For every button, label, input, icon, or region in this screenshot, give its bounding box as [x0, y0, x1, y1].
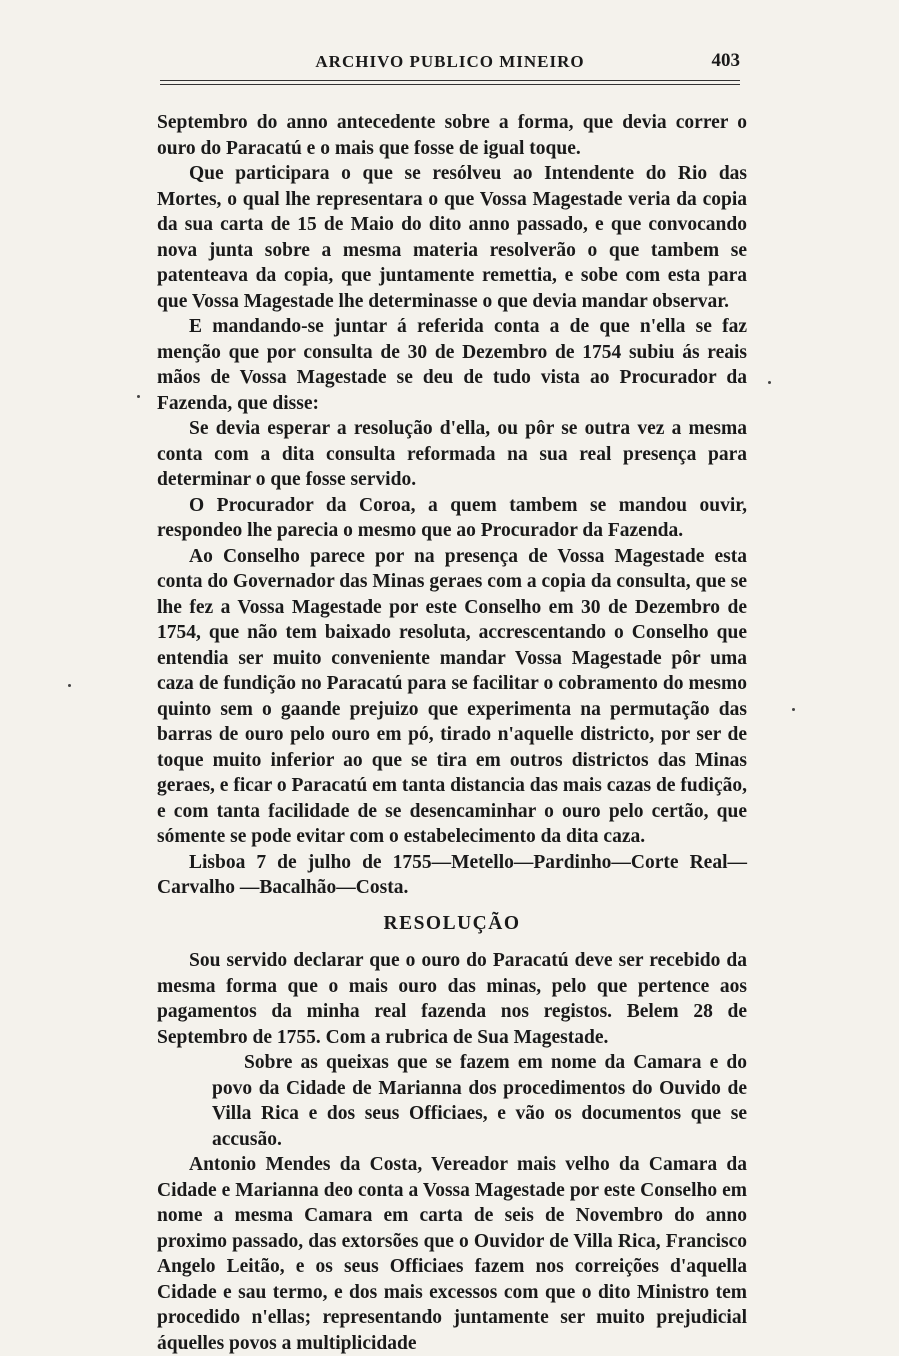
resolution-text: Sou servido declarar que o ouro do Paracatú deve ser recebido da mesma forma que o mais ouro das minas, pelo que pertence aos pagamentos da minha real fazenda nos registos. Belem 28 de Septembro de 1755. Com a rubrica de Sua Magestade. — [157, 950, 747, 1048]
paragraph-quote: Se devia esperar a resolução d'ella, ou pôr se outra vez a mesma conta com a dita consulta reformada na sua real presença para determinar o que fosse servido. — [157, 418, 747, 490]
print-speck — [792, 708, 795, 711]
section-heading: RESOLUÇÃO — [383, 912, 521, 934]
print-speck — [137, 395, 140, 398]
paragraph: Que participara o que se resólveu ao Intendente do Rio das Mortes, o qual lhe representara o que Vossa Magestade veria da copia da sua carta de 15 de Maio do dito anno passado, e que convocando nova junta sobre a mesma materia resolverão o que tambem se patenteava da copia, que juntamente remettia, e sobe com esta para que Vossa Magestade lhe determinasse o que devia mandar observar. — [157, 163, 747, 312]
running-title: ARCHIVO PUBLICO MINEIRO — [315, 52, 585, 71]
print-speck — [68, 684, 71, 687]
section-summary: Sobre as queixas que se fazem em nome da Camara e do povo da Cidade de Marianna dos procedimentos do Ouvido de Villa Rica e dos seus Officiaes, e vão os documentos que se accusão. — [212, 1052, 747, 1150]
page-number: 403 — [711, 50, 740, 71]
paragraph-council-opinion: Ao Conselho parece por na presença de Vossa Magestade esta conta do Governador das Minas geraes com a copia da consulta, que se lhe fez a Vossa Magestade por este Conselho em 30 de Dezembro de 1754, que não tem baixado resoluta, accrescentando o Conselho que entendia ser muito conveniente mandar Vossa Magestade pôr uma caza de fundição no Paracatú para se facilitar o cobramento do mesmo quinto sem o gaande prejuizo que experimenta na permutação das barras de ouro pelo ouro em pó, tirado n'aquelle districto, por ser de toque muito inferior ao que se tira em outros districtos das Minas geraes, e ficar o Paracatú em tanta distancia das mais cazas de fudição, e com tanta facilidade de se desencaminhar o ouro pelo certão, que sómente se pode evitar com o estabelecimento da dita caza. — [157, 545, 747, 847]
body-text — [157, 110, 747, 1356]
header-rule — [160, 80, 740, 85]
running-header — [160, 52, 740, 78]
print-speck — [768, 381, 771, 384]
paragraph: E mandando-se juntar á referida conta a de que n'ella se faz menção que por consulta de 30 de Dezembro de 1754 subiu ás reais mãos de Vossa Magestade se deu de tudo vista ao Procurador da Fazenda, que disse: — [157, 316, 747, 414]
paragraph: O Procurador da Coroa, a quem tambem se mandou ouvir, respondeo lhe parecia o mesmo que ao Procurador da Fazenda. — [157, 494, 747, 541]
paragraph-continuation: Septembro do anno antecedente sobre a forma, que devia correr o ouro do Paracatú e o mais que fosse de igual toque. — [157, 112, 747, 159]
paragraph: Antonio Mendes da Costa, Vereador mais velho da Camara da Cidade e Marianna deo conta a Vossa Magestade por este Conselho em nome a mesma Camara em carta de seis de Novembro do anno proximo passado, das extorsões que o Ouvidor de Villa Rica, Francisco Angelo Leitão, e os seus Officiaes fazem nos correições d'aquella Cidade e sau termo, e dos mais excessos com que o dito Ministro tem procedido n'ellas; representando juntamente ser muito prejudicial áquelles povos a multiplicidade — [157, 1154, 747, 1354]
signature-line: Lisboa 7 de julho de 1755—Metello—Pardinho—Corte Real—Carvalho —Bacalhão—Costa. — [157, 851, 747, 898]
